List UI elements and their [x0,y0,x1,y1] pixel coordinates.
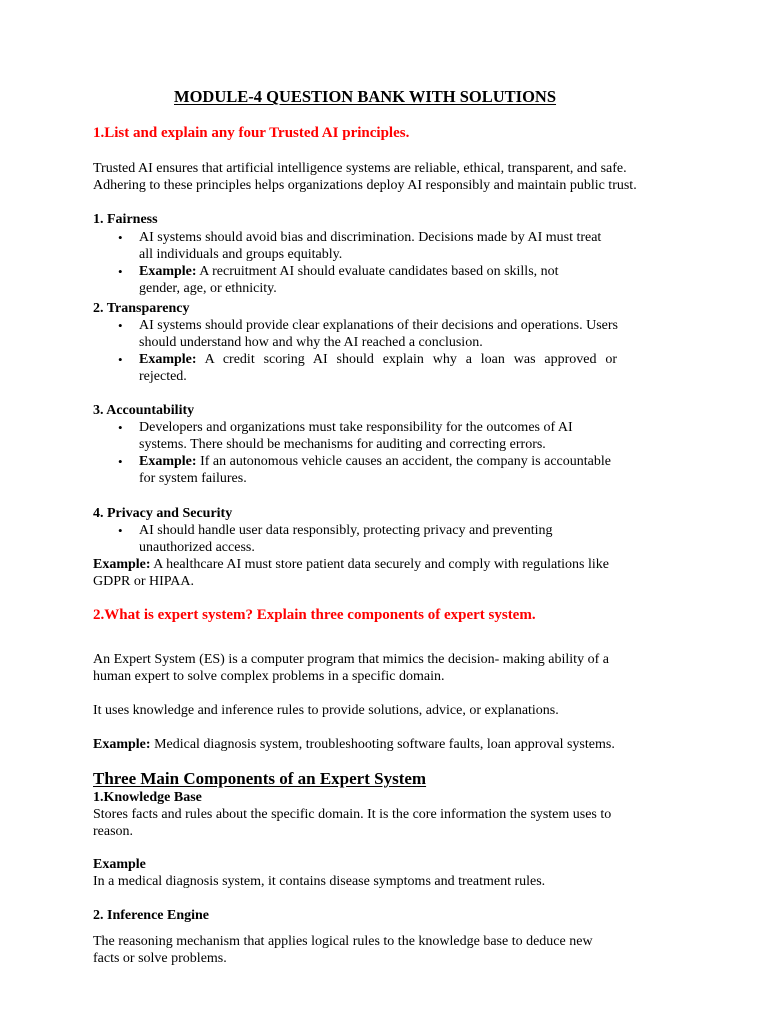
privacy-example-line-2: GDPR or HIPAA. [93,574,195,589]
inference-engine-line-2: facts or solve problems. [93,951,227,966]
transparency-heading: 2. Transparency [93,301,190,316]
transparency-example-line-2: rejected. [139,369,187,384]
privacy-point-line-1: AI should handle user data responsibly, protecting privacy and preventing [139,523,553,538]
transparency-example-line-1: Example: A credit scoring AI should explain why a loan was approved or [139,352,617,367]
q2-usage-text: It uses knowledge and inference rules to provide solutions, advice, or explanations. [93,703,559,718]
q2-definition-line-1: An Expert System (ES) is a computer program that mimics the decision- making ability of a [93,652,609,667]
accountability-example-line-1: Example: If an autonomous vehicle causes an accident, the company is accountable [139,454,611,469]
accountability-point-line-1: Developers and organizations must take responsibility for the outcomes of AI [139,420,573,435]
page-title: MODULE-4 QUESTION BANK WITH SOLUTIONS [174,87,557,106]
kb-example-heading: Example [93,857,146,872]
bullet-icon: • [118,352,123,367]
kb-example-text: In a medical diagnosis system, it contains disease symptoms and treatment rules. [93,874,546,889]
privacy-point-line-2: unauthorized access. [139,540,255,555]
question-1-heading: 1.List and explain any four Trusted AI principles. [93,125,410,141]
bullet-icon: • [118,454,123,469]
bullet-icon: • [118,523,123,538]
privacy-security-heading: 4. Privacy and Security [93,506,233,521]
privacy-example-line-1: Example: A healthcare AI must store patient data securely and comply with regulations like [93,557,609,572]
knowledge-base-line-2: reason. [93,824,134,839]
question-2-heading: 2.What is expert system? Explain three components of expert system. [93,607,536,623]
inference-engine-heading: 2. Inference Engine [93,908,210,923]
transparency-point-line-2: should understand how and why the AI reached a conclusion. [139,335,483,350]
fairness-point-line-1: AI systems should avoid bias and discrimination. Decisions made by AI must treat [139,230,602,245]
q2-definition-line-2: human expert to solve complex problems in a specific domain. [93,669,445,684]
knowledge-base-line-1: Stores facts and rules about the specific domain. It is the core information the system uses to [93,807,612,822]
accountability-heading: 3. Accountability [93,403,195,418]
q2-example-text: Example: Medical diagnosis system, troubleshooting software faults, loan approval systems. [93,737,615,752]
inference-engine-line-1: The reasoning mechanism that applies logical rules to the knowledge base to deduce new [93,934,593,949]
accountability-point-line-2: systems. There should be mechanisms for auditing and correcting errors. [139,437,546,452]
fairness-example-line-1: Example: A recruitment AI should evaluate candidates based on skills, not [139,264,559,279]
bullet-icon: • [118,264,123,279]
transparency-point-line-1: AI systems should provide clear explanations of their decisions and operations. Users [139,318,619,333]
bullet-icon: • [118,420,123,435]
q1-intro-line-2: Adhering to these principles helps organizations deploy AI responsibly and maintain public trust. [93,178,637,193]
q1-intro-line-1: Trusted AI ensures that artificial intelligence systems are reliable, ethical, transparent, and safe. [93,161,627,176]
fairness-example-line-2: gender, age, or ethnicity. [139,281,277,296]
accountability-example-line-2: for system failures. [139,471,247,486]
bullet-icon: • [118,318,123,333]
components-heading: Three Main Components of an Expert System [93,769,427,788]
knowledge-base-heading: 1.Knowledge Base [93,790,202,805]
fairness-point-line-2: all individuals and groups equitably. [139,247,343,262]
bullet-icon: • [118,230,123,245]
fairness-heading: 1. Fairness [93,212,158,227]
